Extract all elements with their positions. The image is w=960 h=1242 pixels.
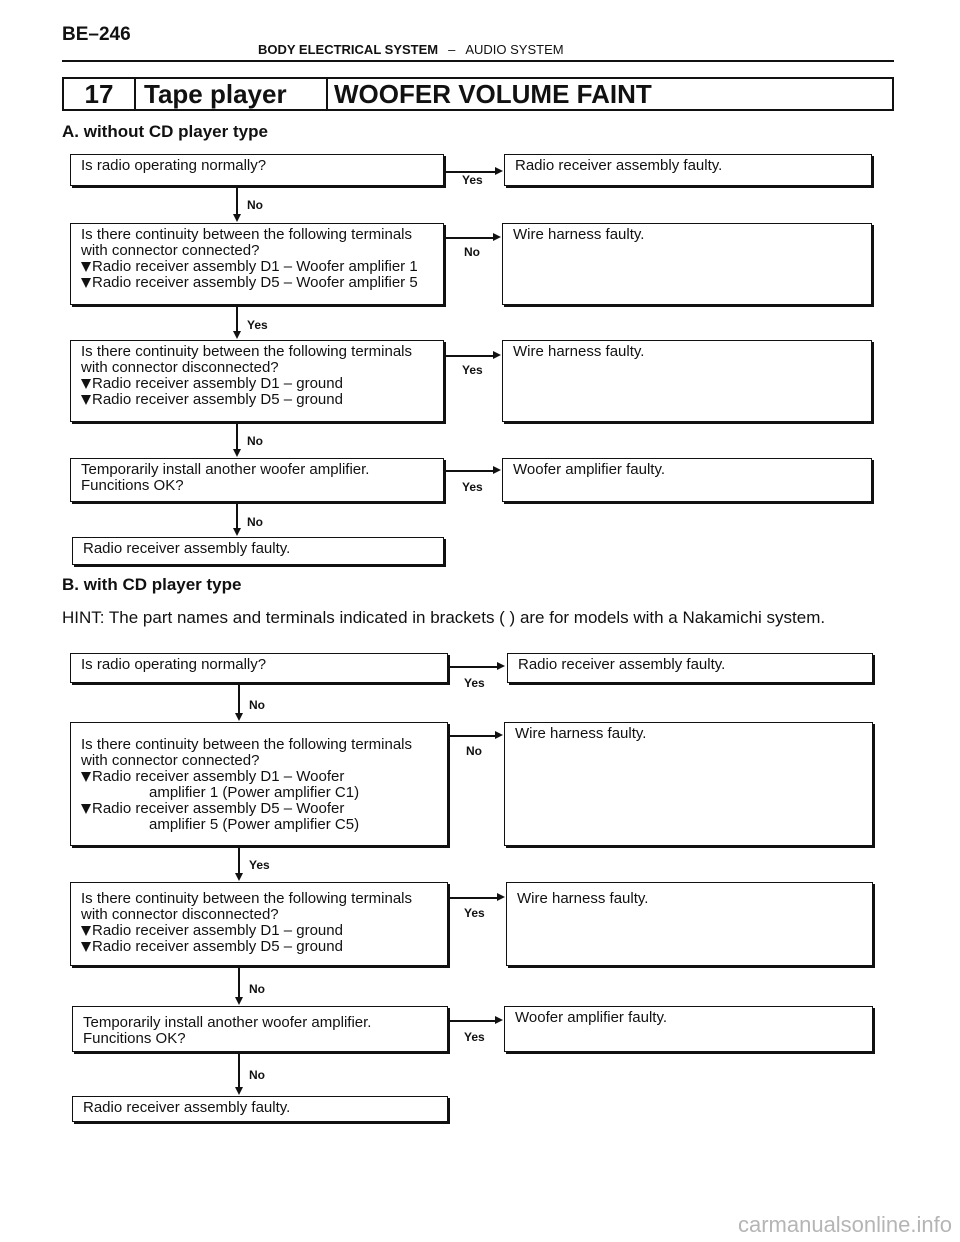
arrow-right-icon [495, 167, 503, 175]
a-q4-line2: Funcitions OK? [81, 477, 184, 494]
header-rule [62, 60, 894, 62]
a-question-radio-normal [70, 154, 444, 186]
a-q3-item1 [81, 376, 433, 392]
a-result-radio-faulty [504, 154, 872, 186]
a-label-no-1: No [247, 198, 263, 212]
a-label-yes-3: Yes [462, 363, 483, 377]
arrow-right-icon [493, 466, 501, 474]
arrow-down-icon [235, 713, 243, 721]
a-question-continuity-connected [70, 223, 444, 305]
watermark: carmanualsonline.info [737, 1212, 952, 1237]
a-result-wire-faulty-1 [502, 223, 872, 305]
b-q2-item1a-text: Radio receiver assembly D1 – Woofer [92, 768, 345, 785]
a-q3-item1-text: Radio receiver assembly D1 – ground [92, 375, 343, 392]
a-q3-line2: with connector disconnected? [81, 359, 279, 376]
a-q3-line1: Is there continuity between the following terminals [81, 343, 413, 360]
a-r3-text: Wire harness faulty. [513, 343, 645, 360]
b-label-no-4: No [249, 1068, 265, 1082]
b-connector-no-1 [238, 685, 240, 714]
b-result-woofer-faulty [504, 1006, 873, 1052]
arrow-right-icon [495, 1016, 503, 1024]
a-label-yes-1: Yes [462, 173, 483, 187]
b-q4-line1: Temporarily install another woofer amplifier. [83, 1014, 372, 1031]
b-connector-yes-2 [238, 847, 240, 874]
running-header [258, 42, 564, 57]
bullet-icon [81, 262, 91, 272]
a-connector-no-3 [236, 423, 238, 450]
b-label-yes-2: Yes [249, 858, 270, 872]
a-label-yes-4: Yes [462, 480, 483, 494]
a-connector-yes-3 [444, 355, 494, 357]
b-end-text: Radio receiver assembly faulty. [83, 1099, 291, 1116]
b-label-no-3: No [249, 982, 265, 996]
a-connector-yes-2 [236, 306, 238, 332]
bullet-icon [81, 926, 91, 936]
arrow-down-icon [233, 528, 241, 536]
bullet-icon [81, 278, 91, 288]
b-label-no-1: No [249, 698, 265, 712]
b-q4-line2: Funcitions OK? [83, 1030, 186, 1047]
b-r1-text: Radio receiver assembly faulty. [518, 656, 726, 673]
problem-symptom: WOOFER VOLUME FAINT [334, 78, 652, 109]
b-result-radio-faulty [507, 653, 873, 683]
a-label-yes-2: Yes [247, 318, 268, 332]
a-question-install-woofer [70, 458, 444, 502]
arrow-right-icon [493, 351, 501, 359]
b-label-yes-4: Yes [464, 1030, 485, 1044]
b-q2-item1b: amplifier 1 (Power amplifier C1) [149, 784, 360, 801]
arrow-down-icon [233, 331, 241, 339]
b-q2-item1a [81, 769, 437, 785]
b-connector-yes-1 [448, 666, 498, 668]
a-r1-text: Radio receiver assembly faulty. [515, 157, 723, 174]
b-q3-item2-text: Radio receiver assembly D5 – ground [92, 938, 343, 955]
b-q2-line1: Is there continuity between the following terminals [81, 736, 413, 753]
arrow-down-icon [235, 873, 243, 881]
b-question-install-woofer [72, 1006, 448, 1052]
a-q3-item2 [81, 392, 433, 408]
bullet-icon [81, 395, 91, 405]
a-q3-item2-text: Radio receiver assembly D5 – ground [92, 391, 343, 408]
a-q1-text: Is radio operating normally? [81, 157, 267, 174]
b-question-continuity-connected [70, 722, 448, 846]
b-question-continuity-disconnected [70, 882, 448, 966]
arrow-down-icon [235, 997, 243, 1005]
a-q2-line2: with connector connected? [81, 242, 260, 259]
arrow-right-icon [495, 731, 503, 739]
hint-text: HINT: The part names and terminals indicated in brackets ( ) are for models with a Nakamichi system. [62, 608, 826, 627]
b-q3-line1: Is there continuity between the following terminals [81, 890, 413, 907]
b-result-wire-faulty-1 [504, 722, 873, 846]
subsection-name: AUDIO SYSTEM [465, 42, 564, 57]
problem-number: 17 [64, 79, 136, 109]
bullet-icon [81, 379, 91, 389]
page-number: BE–246 [62, 24, 131, 45]
arrow-down-icon [235, 1087, 243, 1095]
a-connector-no-4 [236, 503, 238, 529]
a-end-text: Radio receiver assembly faulty. [83, 540, 291, 557]
a-result-wire-faulty-2 [502, 340, 872, 422]
arrow-down-icon [233, 214, 241, 222]
bullet-icon [81, 942, 91, 952]
b-end-radio-faulty [72, 1096, 448, 1122]
b-result-wire-faulty-2 [506, 882, 873, 966]
a-label-no-2: No [464, 245, 480, 259]
arrow-down-icon [233, 449, 241, 457]
arrow-right-icon [493, 233, 501, 241]
b-label-no-2: No [466, 744, 482, 758]
b-connector-no-3 [238, 967, 240, 998]
section-name: BODY ELECTRICAL SYSTEM [258, 42, 439, 57]
b-q2-item2a-text: Radio receiver assembly D5 – Woofer [92, 800, 345, 817]
a-connector-no-1 [236, 187, 238, 215]
b-q3-item1 [81, 923, 437, 939]
a-q4-line1: Temporarily install another woofer amplifier. [81, 461, 370, 478]
b-connector-no-4 [238, 1053, 240, 1088]
arrow-right-icon [497, 893, 505, 901]
header-separator: – [448, 42, 456, 57]
a-connector-no-2 [444, 237, 494, 239]
b-q1-text: Is radio operating normally? [81, 656, 267, 673]
b-r2-text: Wire harness faulty. [515, 725, 647, 742]
b-connector-yes-4 [448, 1020, 496, 1022]
a-label-no-3: No [247, 434, 263, 448]
title-bar [62, 77, 894, 111]
a-q2-item1 [81, 259, 433, 275]
a-question-continuity-disconnected [70, 340, 444, 422]
b-r4-text: Woofer amplifier faulty. [515, 1009, 667, 1026]
b-q3-item1-text: Radio receiver assembly D1 – ground [92, 922, 343, 939]
a-connector-yes-4 [444, 470, 494, 472]
b-r3-text: Wire harness faulty. [517, 890, 649, 907]
b-q3-line2: with connector disconnected? [81, 906, 279, 923]
b-label-yes-3: Yes [464, 906, 485, 920]
b-label-yes-1: Yes [464, 676, 485, 690]
problem-category: Tape player [136, 79, 328, 109]
b-q3-item2 [81, 939, 437, 955]
a-q2-item2-text: Radio receiver assembly D5 – Woofer amplifier 5 [92, 274, 418, 291]
a-q2-item2 [81, 275, 433, 291]
a-result-woofer-faulty [502, 458, 872, 502]
arrow-right-icon [497, 662, 505, 670]
a-q2-line1: Is there continuity between the following terminals [81, 226, 413, 243]
b-q2-item2b: amplifier 5 (Power amplifier C5) [149, 816, 360, 833]
b-connector-no-2 [448, 735, 496, 737]
b-question-radio-normal [70, 653, 448, 683]
b-q2-item2a [81, 801, 437, 817]
b-connector-yes-3 [448, 897, 498, 899]
section-a-heading: A. without CD player type [62, 122, 268, 141]
a-label-no-4: No [247, 515, 263, 529]
a-end-radio-faulty [72, 537, 444, 565]
b-q2-line2: with connector connected? [81, 752, 260, 769]
bullet-icon [81, 772, 91, 782]
a-r4-text: Woofer amplifier faulty. [513, 461, 665, 478]
bullet-icon [81, 804, 91, 814]
a-r2-text: Wire harness faulty. [513, 226, 645, 243]
a-q2-item1-text: Radio receiver assembly D1 – Woofer amplifier 1 [92, 258, 418, 275]
section-b-heading: B. with CD player type [62, 575, 242, 594]
